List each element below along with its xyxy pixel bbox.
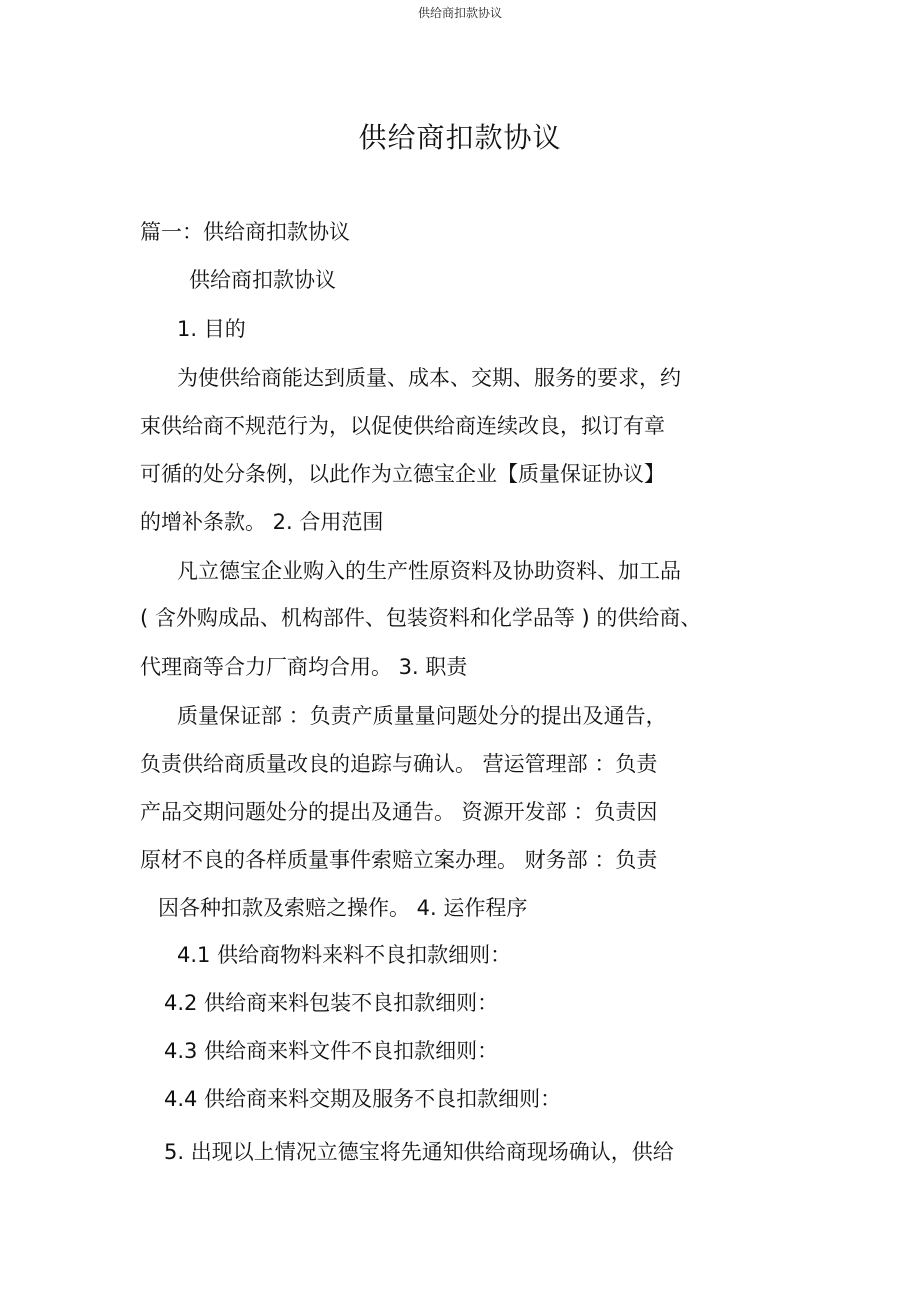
body-line-12: 原材不良的各样质量事件索赔立案办理。 财务部 ：负责 <box>140 848 658 872</box>
body-line-18: 5. 出现以上情况立德宝将先通知供给商现场确认，供给 <box>164 1140 674 1164</box>
body-line-6: 凡立德宝企业购入的生产性原资料及协助资料、加工品 <box>177 559 681 583</box>
body-line-13: 因各种扣款及索赔之操作。 4. 运作程序 <box>158 896 528 920</box>
document-title: 供给商扣款协议 <box>358 121 562 154</box>
body-line-16: 4.3 供给商来料文件不良扣款细则： <box>164 1039 499 1063</box>
body-line-3: 束供给商不规范行为，以促使供给商连续改良，拟订有章 <box>140 414 665 438</box>
body-line-8: 代理商等合力厂商均合用。 3. 职责 <box>140 655 468 679</box>
body-line-15: 4.2 供给商来料包装不良扣款细则： <box>164 991 499 1015</box>
running-header: 供给商扣款协议 <box>417 6 502 20</box>
body-line-1: 1. 目的 <box>177 317 246 341</box>
body-line-2: 为使供给商能达到质量、成本、交期、服务的要求，约 <box>177 366 681 390</box>
body-line-11: 产品交期问题处分的提出及通告。 资源开发部 ：负责因 <box>140 800 658 824</box>
section-heading: 篇一：供给商扣款协议 <box>140 220 350 244</box>
body-line-17: 4.4 供给商来料交期及服务不良扣款细则： <box>164 1087 562 1111</box>
body-line-10: 负责供给商质量改良的追踪与确认。 营运管理部 ：负责 <box>140 752 658 776</box>
body-line-7: ( 含外购成品、机构部件、包装资料和化学品等 ) 的供给商、 <box>140 606 702 630</box>
body-line-4: 可循的处分条例，以此作为立德宝企业【质量保证协议】 <box>140 462 665 486</box>
body-line-5: 的增补条款。 2. 合用范围 <box>140 510 384 534</box>
body-line-9: 质量保证部 ：负责产质量量问题处分的提出及通告， <box>177 704 667 728</box>
body-line-14: 4.1 供给商物料来料不良扣款细则： <box>177 943 512 967</box>
subtitle: 供给商扣款协议 <box>189 268 336 292</box>
